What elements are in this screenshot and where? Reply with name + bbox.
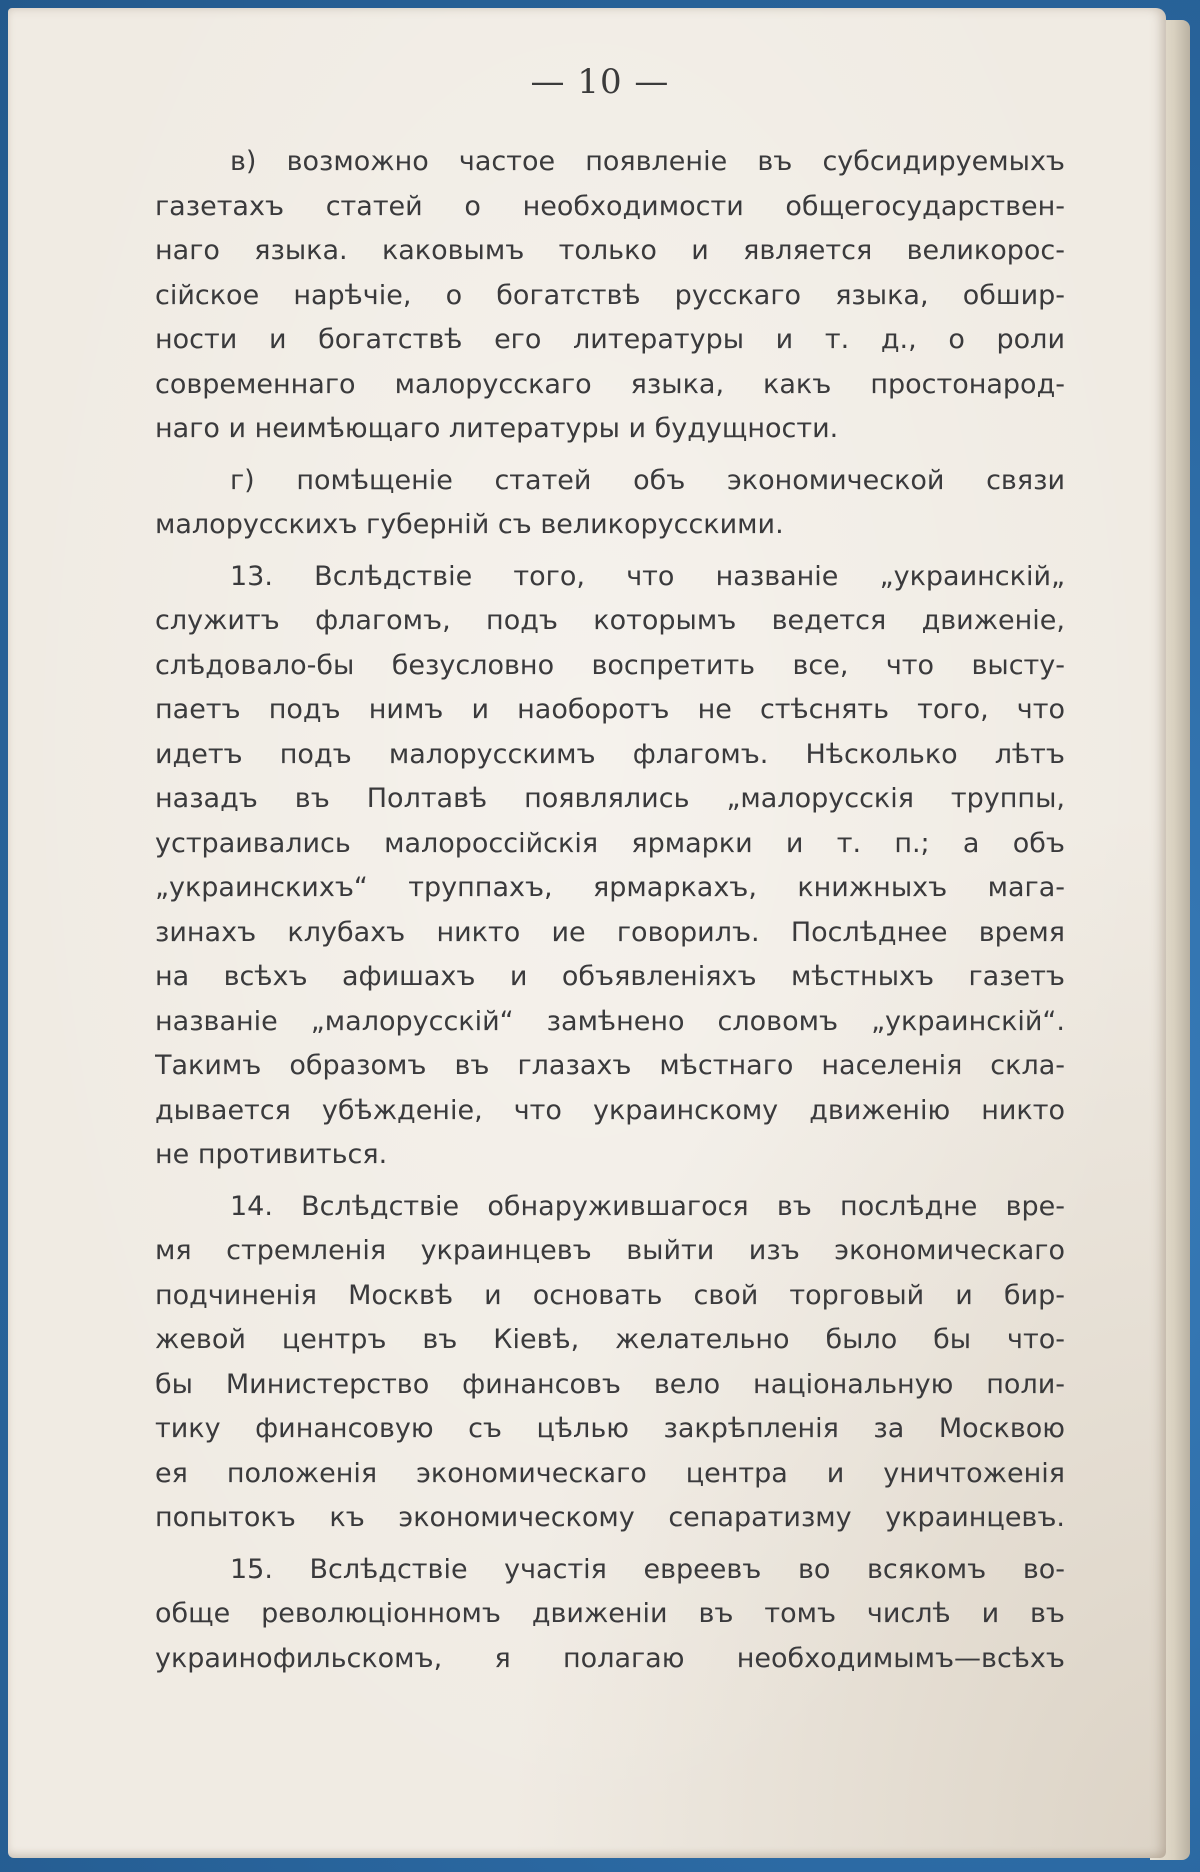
- text-line: в) возможно частое появленіе въ субсидируемыхъ: [230, 146, 1065, 177]
- text-line: 15. Вслѣдствіе участія евреевъ во всякомъ во-: [230, 1553, 1065, 1585]
- text-line: современнаго малорусскаго языка, какъ простонарод-: [155, 368, 1065, 400]
- text-line: малорусскихъ губерній съ великорусскими.: [155, 509, 784, 540]
- text-line: 14. Вслѣдствіе обнаружившагося въ послѣдне вре-: [230, 1190, 1065, 1222]
- text-line: жевой центръ въ Кіевѣ, желательно было бы что-: [155, 1324, 1065, 1355]
- text-line: бы Министерство финансовъ вело національную поли-: [155, 1368, 1065, 1400]
- text-line: наго языка. каковымъ только и является великорос-: [155, 235, 1065, 266]
- text-line: идетъ подъ малорусскимъ флагомъ. Нѣсколько лѣтъ: [155, 738, 1065, 770]
- text-line: „украинскихъ“ труппахъ, ярмаркахъ, книжныхъ мага-: [155, 872, 1065, 903]
- text-line: дывается убѣжденіе, что украинскому движенію никто: [155, 1094, 1065, 1126]
- document-body: [155, 140, 1065, 1681]
- text-line: ности и богатствѣ его литературы и т. д., о роли: [155, 324, 1065, 355]
- text-line: зинахъ клубахъ никто ие говорилъ. Послѣднее время: [155, 916, 1065, 948]
- text-line: не противиться.: [155, 1139, 388, 1170]
- text-line: слѣдовало-бы безусловно воспретить все, что высту-: [155, 649, 1065, 681]
- text-line: обще революціонномъ движеніи въ томъ числѣ и въ: [155, 1598, 1065, 1629]
- text-line: на всѣхъ афишахъ и объявленіяхъ мѣстныхъ газетъ: [155, 961, 1065, 992]
- text-line: г) помѣщеніе статей объ экономической связи: [230, 464, 1065, 496]
- page-number: — 10 —: [530, 62, 670, 102]
- text-line: названіе „малорусскій“ замѣнено словомъ „украинскій“.: [155, 1005, 1065, 1037]
- text-line: Такимъ образомъ въ глазахъ мѣстнаго населенія скла-: [155, 1050, 1065, 1081]
- text-line: устраивались малороссійскія ярмарки и т. п.; а объ: [155, 827, 1065, 859]
- text-line: ея положенія экономическаго центра и уничтоженія: [155, 1457, 1065, 1489]
- text-line: 13. Вслѣдствіе того, что названіе „украинскій„: [230, 560, 1065, 592]
- text-line: наго и неимѣющаго литературы и будущности.: [155, 413, 839, 444]
- text-line: паетъ подъ нимъ и наоборотъ не стѣснять того, что: [155, 694, 1065, 725]
- text-line: газетахъ статей о необходимости общегосударствен-: [155, 190, 1065, 222]
- text-line: сійское нарѣчіе, о богатствѣ русскаго языка, обшир-: [155, 279, 1065, 311]
- text-line: мя стремленія украинцевъ выйти изъ экономическаго: [155, 1235, 1065, 1266]
- text-line: назадъ въ Полтавѣ появлялись „малорусскія труппы,: [155, 783, 1065, 814]
- text-line: украинофильскомъ, я полагаю необходимымъ—всѣхъ: [155, 1642, 1065, 1674]
- text-line: подчиненія Москвѣ и основать свой торговый и бир-: [155, 1279, 1065, 1311]
- text-line: попытокъ къ экономическому сепаратизму украинцевъ.: [155, 1502, 1065, 1533]
- text-line: служитъ флагомъ, подъ которымъ ведется движеніе,: [155, 605, 1065, 636]
- text-line: тику финансовую съ цѣлью закрѣпленія за Москвою: [155, 1413, 1065, 1444]
